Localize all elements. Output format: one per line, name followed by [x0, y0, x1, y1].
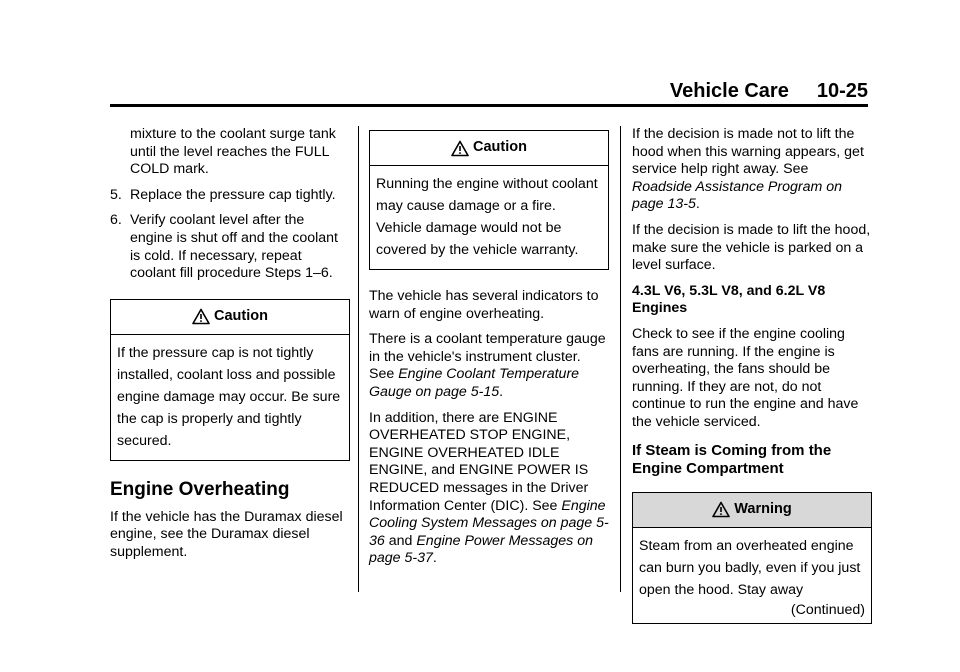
step-5 [110, 187, 350, 205]
continued-label: (Continued) [790, 601, 865, 618]
column-3 [632, 126, 872, 624]
column-2 [369, 130, 609, 576]
warning-icon [712, 501, 730, 518]
section-title: Vehicle Care [669, 80, 789, 102]
caution-title: Caution [473, 139, 527, 156]
cross-reference: Roadside Assistance Program on page 13-5 [632, 178, 843, 213]
step-text: Verify coolant level after the engine is shut off and the coolant is cold. If necessary, repeat coolant fill procedure Steps 1–6. [130, 212, 338, 282]
step-6 [110, 212, 350, 282]
column-divider-2 [620, 126, 621, 592]
paragraph: If the decision is made not to lift the hood when this warning appears, get service help right away. See Roadside Assistance Program on page 13-5. [632, 126, 864, 213]
caution-icon [192, 308, 210, 325]
warning-box [632, 492, 872, 624]
warning-header [633, 493, 871, 528]
caution-title: Caution [214, 307, 268, 324]
paragraph: There is a coolant temperature gauge in the vehicle's instrument cluster. See Engine Coolant Temperature Gauge on page 5-15. [369, 331, 606, 400]
caution-icon [451, 140, 469, 157]
paragraph: If the vehicle has the Duramax diesel engine, see the Duramax diesel supplement. [110, 508, 343, 560]
warning-title: Warning [734, 500, 792, 517]
section-heading: Engine Overheating [110, 478, 290, 500]
warning-text: Steam from an overheated engine can burn you badly, even if you just open the hood. Stay away [639, 537, 861, 598]
caution-text: Running the engine without coolant may cause damage or a fire. Vehicle damage would not be covered by the vehicle warranty. [376, 176, 598, 258]
caution-box [369, 130, 609, 270]
step-number: 5. [110, 186, 122, 203]
section-heading: If Steam is Coming from the Engine Compartment [632, 441, 832, 477]
caution-text: If the pressure cap is not tightly installed, coolant loss and possible engine damage may occur. Be sure the cap is properly and tightly secured. [117, 344, 341, 449]
step-text: Replace the pressure cap tightly. [130, 186, 336, 203]
paragraph: Check to see if the engine cooling fans are running. If the engine is overheating, the fans should be running. If they are not, do not continue to run the engine and have the vehicle serviced. [632, 325, 859, 430]
subheading: 4.3L V6, 5.3L V8, and 6.2L V8 Engines [632, 282, 826, 317]
caution-header [111, 300, 349, 335]
page-header [670, 80, 868, 103]
caution-header [370, 131, 608, 166]
paragraph: In addition, there are ENGINE OVERHEATED STOP ENGINE, ENGINE OVERHEATED IDLE ENGINE, and ENGINE POWER IS REDUCED messages in the Driver Information Center (DIC). See Engine Cooling System Messages on page 5-36 and Engine Power Messages on page 5-37. [369, 409, 609, 567]
cross-reference: Engine Cooling System Messages on page 5-36 [369, 497, 609, 549]
caution-box [110, 299, 350, 461]
step-continuation: mixture to the coolant surge tank until the level reaches the FULL COLD mark. [130, 126, 336, 178]
header-rule [110, 104, 868, 107]
paragraph: If the decision is made to lift the hood, make sure the vehicle is parked on a level surface. [632, 221, 871, 274]
column-1 [110, 126, 350, 570]
page-number: 10-25 [816, 80, 868, 102]
column-divider-1 [358, 126, 359, 592]
paragraph: The vehicle has several indicators to warn of engine overheating. [369, 288, 599, 322]
step-number: 6. [110, 212, 122, 229]
cross-reference: Engine Coolant Temperature Gauge on page 5-15 [369, 366, 580, 400]
cross-reference: Engine Power Messages on page 5-37 [369, 532, 594, 567]
